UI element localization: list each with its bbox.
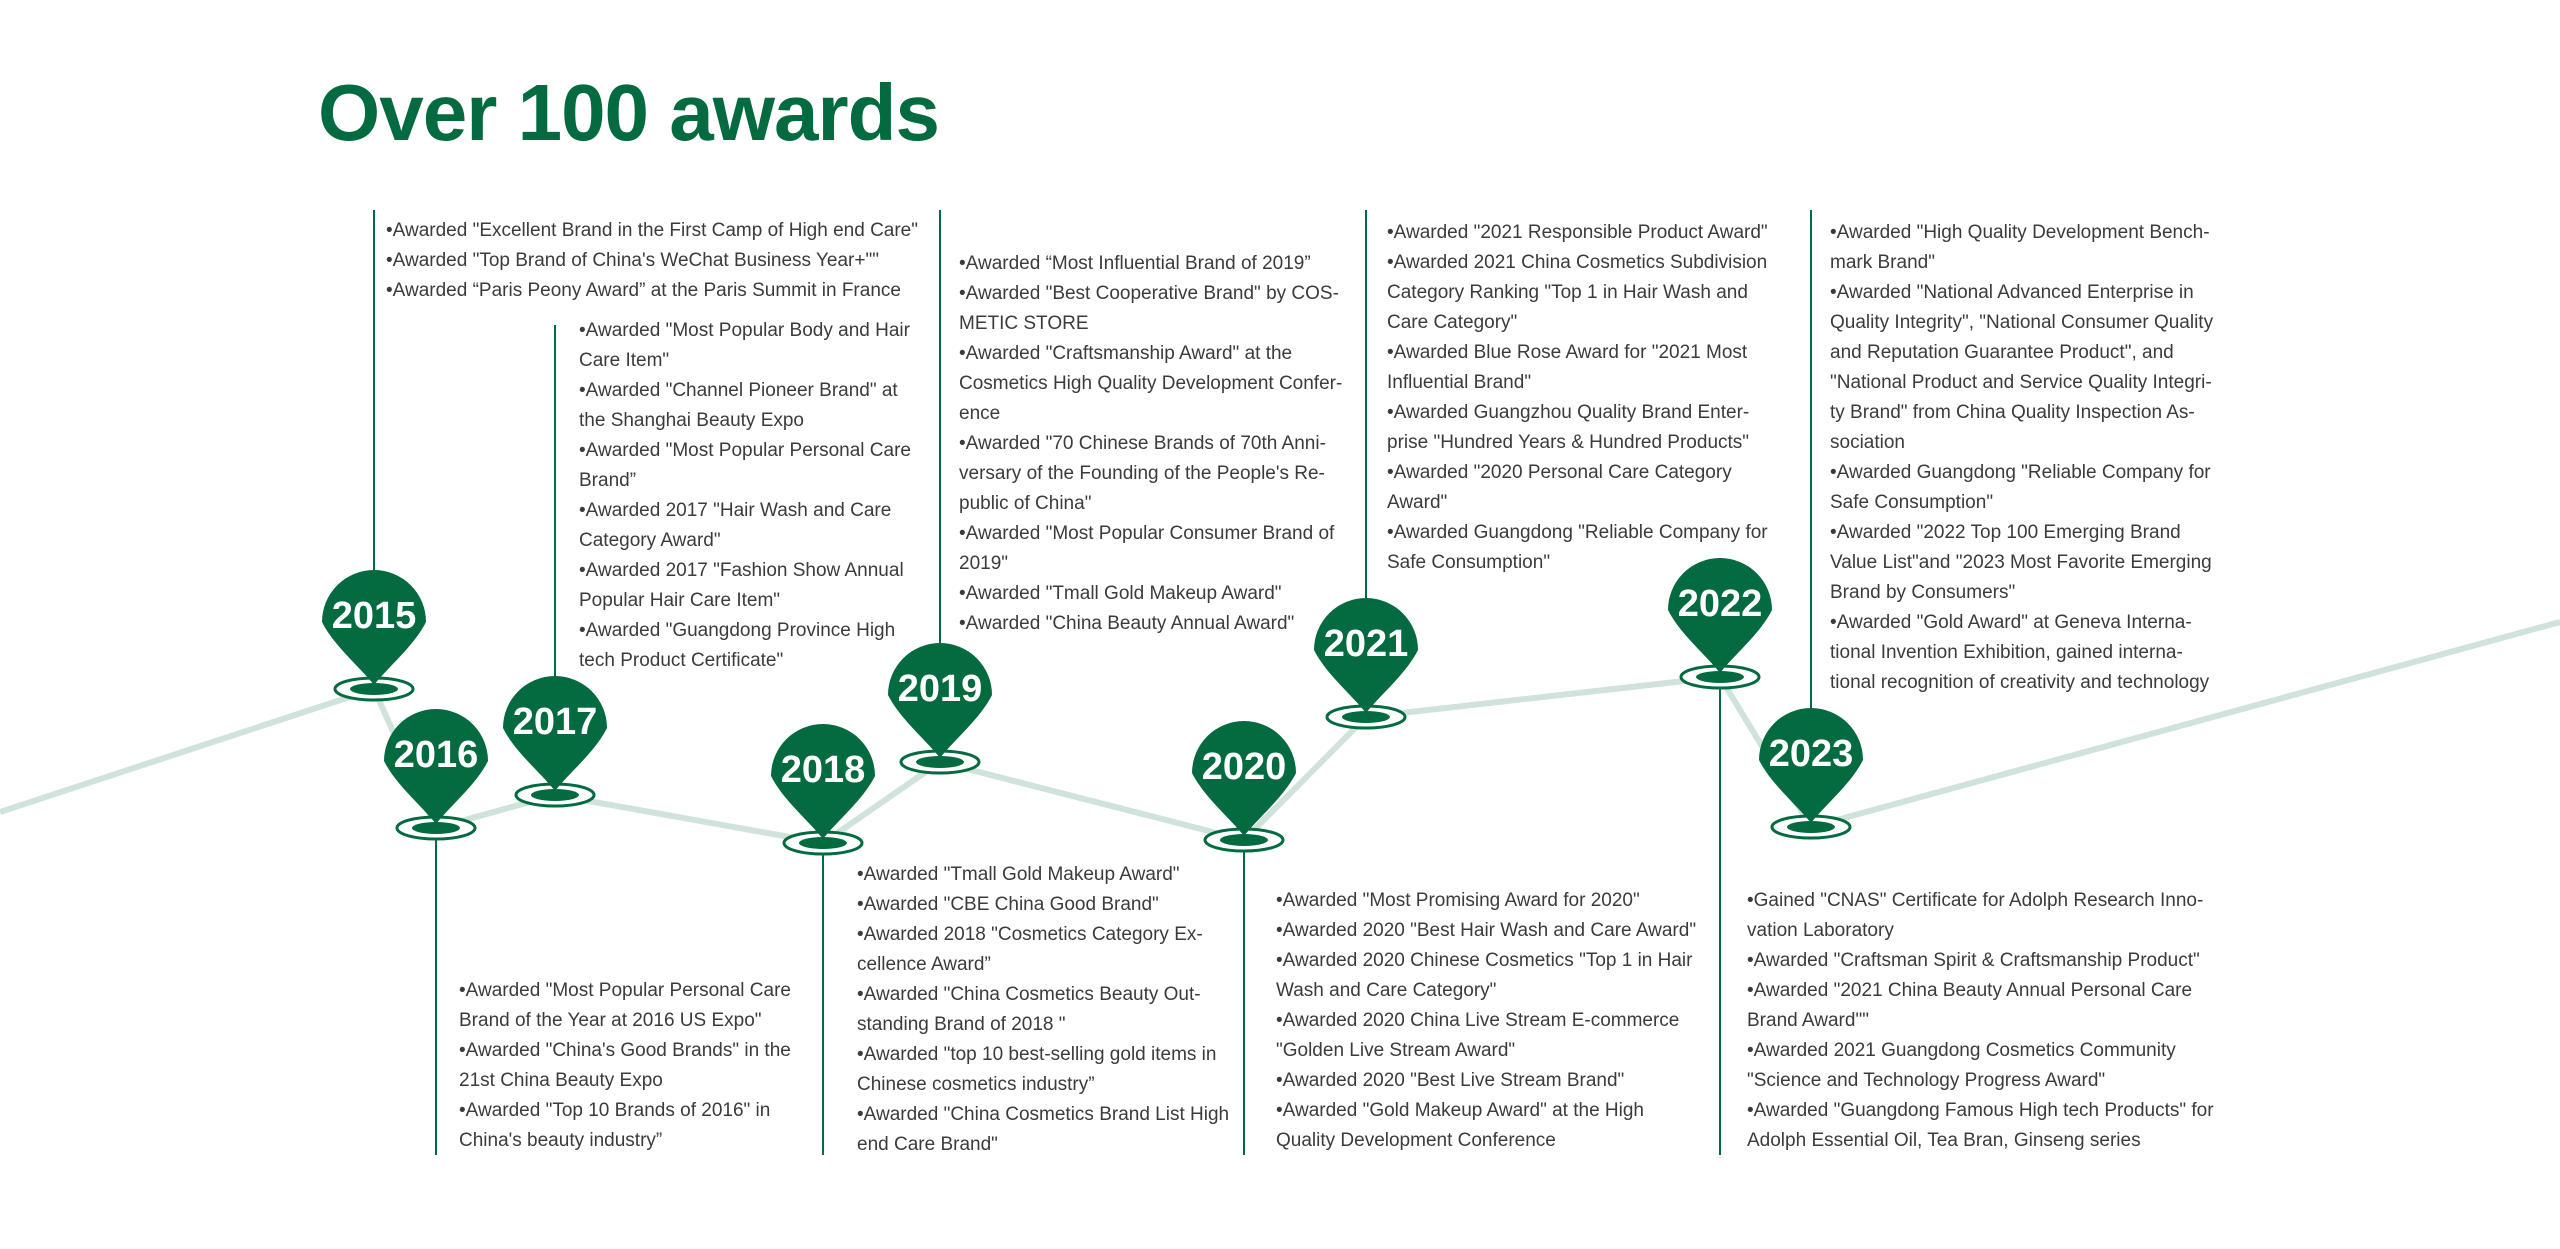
award-item: •Awarded "National Advanced Enterprise in Quality Integrity", "National Consumer Quality and Reputation Guarantee Product", and "National Product and Service Quality Integri- ty Brand" from China Quality Inspection As- sociation — [1830, 282, 2214, 453]
award-item: •Awarded Guangdong "Reliable Company for Safe Consumption" — [1830, 462, 2211, 513]
award-item: •Awarded "Most Promising Award for 2020" — [1276, 890, 1640, 911]
awards-2018 — [857, 860, 1242, 1160]
award-item: •Awarded "Most Popular Personal Care Brand of the Year at 2016 US Expo" — [459, 980, 791, 1031]
award-item: •Awarded "70 Chinese Brands of 70th Anni- versary of the Founding of the People's Re- public of China" — [959, 433, 1326, 514]
award-item: •Awarded "2021 China Beauty Annual Personal Care Brand Award"" — [1747, 980, 2193, 1031]
award-item: •Awarded "China Cosmetics Beauty Out- standing Brand of 2018 " — [857, 984, 1201, 1035]
award-item: •Awarded "China Cosmetics Brand List High end Care Brand" — [857, 1104, 1230, 1155]
award-item: •Awarded "Gold Makeup Award" at the High Quality Development Conference — [1276, 1100, 1644, 1151]
award-item: •Awarded "Tmall Gold Makeup Award" — [857, 864, 1180, 885]
award-item: •Awarded 2020 China Live Stream E-commerce "Golden Live Stream Award" — [1276, 1010, 1680, 1061]
award-item: •Awarded "top 10 best-selling gold items in Chinese cosmetics industry” — [857, 1044, 1217, 1095]
award-item: •Awarded "Best Cooperative Brand" by COS- METIC STORE — [959, 283, 1339, 334]
year-label-2020: 2020 — [1201, 746, 1287, 788]
award-item: •Awarded "Excellent Brand in the First Camp of High end Care" — [386, 220, 918, 241]
award-item: •Awarded "2020 Personal Care Category Award" — [1387, 462, 1732, 513]
award-item: •Awarded "Gold Award" at Geneva Interna- tional Invention Exhibition, gained interna- tional recognition of creativity and technology — [1830, 612, 2210, 693]
awards-2016 — [459, 976, 814, 1156]
awards-2017 — [579, 316, 924, 676]
award-item: •Awarded 2021 Guangdong Cosmetics Community "Science and Technology Progress Award" — [1747, 1040, 2176, 1091]
award-item: •Awarded "High Quality Development Bench- mark Brand" — [1830, 222, 2210, 273]
award-item: •Awarded "Most Popular Personal Care Brand” — [579, 440, 911, 491]
award-item: •Awarded "2022 Top 100 Emerging Brand Value List"and "2023 Most Favorite Emerging Brand by Consumers" — [1830, 522, 2212, 603]
year-label-2017: 2017 — [512, 701, 598, 743]
awards-2019 — [959, 249, 1354, 639]
award-item: •Awarded "Top Brand of China's WeChat Business Year+"" — [386, 250, 879, 271]
award-item: •Awarded “Most Influential Brand of 2019” — [959, 253, 1311, 274]
awards-2015 — [386, 216, 946, 306]
award-item: •Awarded “Paris Peony Award” at the Paris Summit in France — [386, 280, 901, 301]
award-item: •Awarded Guangzhou Quality Brand Enter- prise "Hundred Years & Hundred Products" — [1387, 402, 1750, 453]
award-item: •Awarded 2017 "Fashion Show Annual Popular Hair Care Item" — [579, 560, 904, 611]
year-label-2018: 2018 — [780, 749, 866, 791]
award-item: •Awarded "2021 Responsible Product Award" — [1387, 222, 1768, 243]
award-item: •Awarded "Most Popular Consumer Brand of 2019" — [959, 523, 1335, 574]
year-label-2023: 2023 — [1768, 733, 1854, 775]
year-pin-2015 — [322, 570, 426, 700]
award-item: •Awarded "Craftsmanship Award" at the Cosmetics High Quality Development Confer- ence — [959, 343, 1343, 424]
award-item: •Awarded "China Beauty Annual Award" — [959, 613, 1295, 634]
year-label-2021: 2021 — [1323, 623, 1409, 665]
awards-2020 — [1276, 886, 1706, 1156]
award-item: •Awarded Guangdong "Reliable Company for Safe Consumption" — [1387, 522, 1768, 573]
award-item: •Awarded "Channel Pioneer Brand" at the Shanghai Beauty Expo — [579, 380, 898, 431]
year-label-2022: 2022 — [1677, 583, 1763, 625]
page-title: Over 100 awards — [318, 68, 939, 157]
award-item: •Awarded "Craftsman Spirit & Craftsmanship Product" — [1747, 950, 2200, 971]
year-label-2019: 2019 — [897, 668, 983, 710]
year-pin-2017 — [503, 676, 607, 806]
award-item: •Awarded 2017 "Hair Wash and Care Category Award" — [579, 500, 892, 551]
year-label-2015: 2015 — [331, 595, 417, 637]
award-item: •Awarded 2020 Chinese Cosmetics "Top 1 in Hair Wash and Care Category" — [1276, 950, 1693, 1001]
awards-2022 — [1830, 218, 2225, 698]
award-item: •Awarded "Guangdong Province High tech Product Certificate" — [579, 620, 896, 671]
award-item: •Awarded "CBE China Good Brand" — [857, 894, 1159, 915]
award-item: •Gained "CNAS" Certificate for Adolph Research Inno- vation Laboratory — [1747, 890, 2204, 941]
award-item: •Awarded "Most Popular Body and Hair Care Item" — [579, 320, 910, 371]
award-item: •Awarded "China's Good Brands" in the 21st China Beauty Expo — [459, 1040, 791, 1091]
awards-2023 — [1747, 886, 2222, 1156]
award-item: •Awarded 2020 "Best Hair Wash and Care Award" — [1276, 920, 1697, 941]
year-label-2016: 2016 — [393, 734, 479, 776]
award-item: •Awarded "Tmall Gold Makeup Award" — [959, 583, 1282, 604]
award-item: •Awarded 2020 "Best Live Stream Brand" — [1276, 1070, 1625, 1091]
award-item: •Awarded Blue Rose Award for "2021 Most Influential Brand" — [1387, 342, 1748, 393]
award-item: •Awarded 2018 "Cosmetics Category Ex- cellence Award” — [857, 924, 1203, 975]
award-item: •Awarded "Guangdong Famous High tech Products" for Adolph Essential Oil, Tea Bran, Ginseng series — [1747, 1100, 2214, 1151]
award-item: •Awarded "Top 10 Brands of 2016" in China's beauty industry” — [459, 1100, 771, 1151]
awards-2021 — [1387, 218, 1777, 578]
award-item: •Awarded 2021 China Cosmetics Subdivision Category Ranking "Top 1 in Hair Wash and Care Category" — [1387, 252, 1768, 333]
